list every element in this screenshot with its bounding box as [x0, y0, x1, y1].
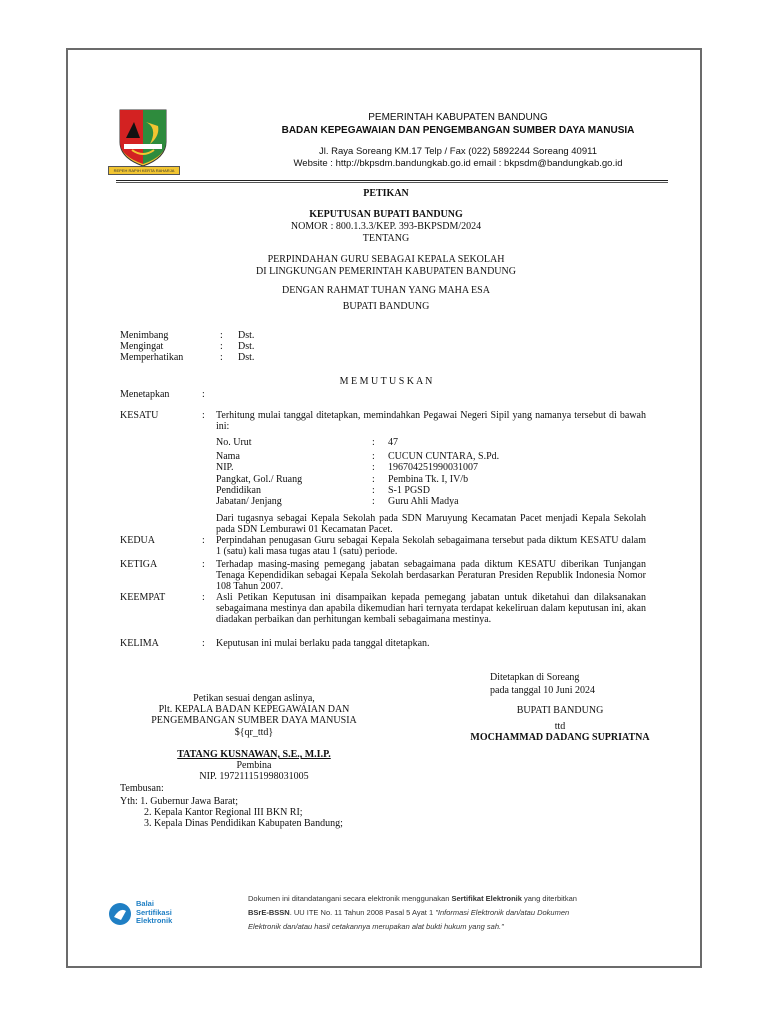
footer-line2	[248, 908, 569, 918]
header-divider	[116, 180, 668, 181]
field-value-pangkat: Pembina Tk. I, IV/b	[388, 474, 469, 485]
kedua-label: KEDUA	[120, 535, 155, 546]
tembusan-item-2: 2. Kepala Kantor Regional III BKN RI;	[144, 807, 303, 818]
left-sig-name: TATANG KUSNAWAN, S.E., M.I.P.	[177, 749, 331, 760]
bsre-line3: Elektronik	[136, 916, 173, 925]
bsre-circle-icon	[108, 902, 132, 926]
field-label-pangkat: Pangkat, Gol./ Ruang	[216, 474, 303, 485]
bsre-logo	[108, 900, 198, 934]
footer-p2b: . UU ITE No. 11 Tahun 2008 Pasal 5 Ayat 1	[289, 908, 436, 917]
shield-emblem-icon	[114, 108, 172, 170]
field-label-nip: NIP.	[216, 462, 234, 473]
footer-p1a: Dokumen ini ditandatangani secara elektronik menggunakan	[248, 894, 452, 903]
colon: :	[220, 341, 223, 352]
field-label-no-urut: No. Urut	[216, 437, 252, 448]
kelima-text: Keputusan ini mulai berlaku pada tanggal ditetapkan.	[216, 638, 430, 649]
footer-line3: Elektronik dan/atau hasil cetakannya merupakan alat bukti hukum yang sah."	[248, 922, 504, 931]
ketiga-label: KETIGA	[120, 559, 158, 570]
colon: :	[202, 389, 205, 400]
logo-ribbon: REPEH RAPIH KERTA RAHARJA	[108, 166, 180, 175]
left-sig-nip: NIP. 197211151998031005	[199, 771, 309, 782]
kedua-text: Perpindahan penugasan Guru sebagai Kepala Sekolah sebagaimana tersebut pada diktum KESATU dalam 1 (satu) kali masa tugas atau 1 (satu) periode.	[216, 535, 646, 557]
colon: :	[372, 496, 375, 507]
colon: :	[372, 437, 375, 448]
left-sig-line3: PENGEMBANGAN SUMBER DAYA MANUSIA	[151, 715, 357, 726]
colon: :	[372, 485, 375, 496]
colon: :	[202, 535, 205, 546]
mengingat-label: Mengingat	[120, 341, 164, 352]
memperhatikan-value: Dst.	[238, 352, 255, 363]
kesatu-label: KESATU	[120, 410, 159, 421]
tembusan-title: Tembusan:	[120, 783, 164, 794]
footer-p2c: "Informasi Elektronik dan/atau Dokumen	[435, 908, 570, 917]
signature-name: MOCHAMMAD DADANG SUPRIATNA	[470, 732, 650, 743]
colon: :	[202, 638, 205, 649]
qr-placeholder: ${qr_ttd}	[234, 727, 274, 738]
bupati-line: BUPATI BANDUNG	[342, 301, 430, 312]
colon: :	[202, 559, 205, 570]
document-page	[66, 48, 702, 968]
footer-p2a: BSrE-BSSN	[248, 908, 290, 917]
left-sig-rank: Pembina	[236, 760, 272, 771]
colon: :	[202, 592, 205, 603]
field-label-jabatan: Jabatan/ Jenjang	[216, 496, 282, 507]
footer-p1c: yang diterbitkan	[521, 894, 577, 903]
signature-ttd: ttd	[554, 721, 566, 732]
field-value-jabatan: Guru Ahli Madya	[388, 496, 459, 507]
field-label-nama: Nama	[216, 451, 240, 462]
field-value-pendidikan: S-1 PGSD	[388, 485, 430, 496]
memperhatikan-label: Memperhatikan	[120, 352, 184, 363]
header-web: Website : http://bkpsdm.bandungkab.go.id email : bkpsdm@bandungkab.go.id	[293, 158, 623, 169]
about-line2: DI LINGKUNGAN PEMERINTAH KABUPATEN BANDUNG	[256, 266, 516, 277]
menetapkan-label: Menetapkan	[120, 389, 170, 400]
kabupaten-bandung-logo	[114, 108, 172, 170]
footer-p1b: Sertifikat Elektronik	[451, 894, 522, 903]
keputusan-title: KEPUTUSAN BUPATI BANDUNG	[309, 209, 463, 220]
ketiga-text: Terhadap masing-masing pemegang jabatan sebagaimana pada diktum KESATU diberikan Tunjangan Tenaga Kependidikan sebagai Kepala Sekolah berdasarkan Peraturan Presiden Republik Indonesia Nomor 108 Tahun 2007.	[216, 559, 646, 592]
colon: :	[372, 462, 375, 473]
colon: :	[220, 330, 223, 341]
petikan-title: PETIKAN	[363, 188, 409, 199]
kesatu-text: Terhitung mulai tanggal ditetapkan, memindahkan Pegawai Negeri Sipil yang namanya tersebut di bawah ini:	[216, 410, 646, 432]
tentang-line: TENTANG	[362, 233, 410, 244]
kesatu-transfer: Dari tugasnya sebagai Kepala Sekolah pada SDN Maruyung Kecamatan Pacet menjadi Kepala Sekolah pada SDN Lemburawi 01 Kecamatan Pacet.	[216, 513, 646, 535]
header-address: Jl. Raya Soreang KM.17 Telp / Fax (022) 5892244 Soreang 40911	[319, 146, 597, 157]
left-sig-line1: Petikan sesuai dengan aslinya,	[193, 693, 315, 704]
keempat-text: Asli Petikan Keputusan ini disampaikan kepada pemegang jabatan untuk diketahui dan dilaksanakan sebagaimana mestinya dan apabila dikemudian hari ternyata terdapat kekeliruan dalam keputusan ini, akan diadakan perbaikan dan perhitungan kembali sebagaimana mestinya.	[216, 592, 646, 625]
colon: :	[372, 474, 375, 485]
tembusan-item-3: 3. Kepala Dinas Pendidikan Kabupaten Bandung;	[144, 818, 343, 829]
menimbang-label: Menimbang	[120, 330, 169, 341]
bsre-line1: Balai	[136, 899, 154, 908]
kelima-label: KELIMA	[120, 638, 159, 649]
field-value-nip: 196704251990031007	[388, 462, 478, 473]
bsre-line2: Sertifikasi	[136, 907, 172, 917]
footer-line1	[248, 894, 577, 904]
mengingat-value: Dst.	[238, 341, 255, 352]
colon: :	[220, 352, 223, 363]
colon: :	[372, 451, 375, 462]
signature-place: Ditetapkan di Soreang	[490, 672, 580, 683]
menimbang-value: Dst.	[238, 330, 255, 341]
bsre-text	[136, 900, 172, 926]
field-value-nama: CUCUN CUNTARA, S.Pd.	[388, 451, 500, 462]
field-value-no-urut: 47	[388, 437, 398, 448]
header-divider-thin	[116, 182, 668, 183]
nomor-line: NOMOR : 800.1.3.3/KEP. 393-BKPSDM/2024	[290, 221, 482, 232]
signature-title: BUPATI BANDUNG	[516, 705, 604, 716]
tembusan-item-1: Yth: 1. Gubernur Jawa Barat;	[120, 796, 239, 807]
memutuskan-heading: M E M U T U S K A N	[339, 376, 433, 387]
header-line1: PEMERINTAH KABUPATEN BANDUNG	[368, 112, 548, 123]
colon: :	[202, 410, 205, 421]
left-sig-line2: Plt. KEPALA BADAN KEPEGAWAIAN DAN	[158, 704, 350, 715]
about-line1: PERPINDAHAN GURU SEBAGAI KEPALA SEKOLAH	[267, 254, 505, 265]
header-line2: BADAN KEPEGAWAIAN DAN PENGEMBANGAN SUMBER DAYA MANUSIA	[281, 125, 635, 136]
field-label-pendidikan: Pendidikan	[216, 485, 261, 496]
signature-date: pada tanggal 10 Juni 2024	[490, 685, 595, 696]
keempat-label: KEEMPAT	[120, 592, 166, 603]
rahmat-line: DENGAN RAHMAT TUHAN YANG MAHA ESA	[282, 285, 490, 296]
